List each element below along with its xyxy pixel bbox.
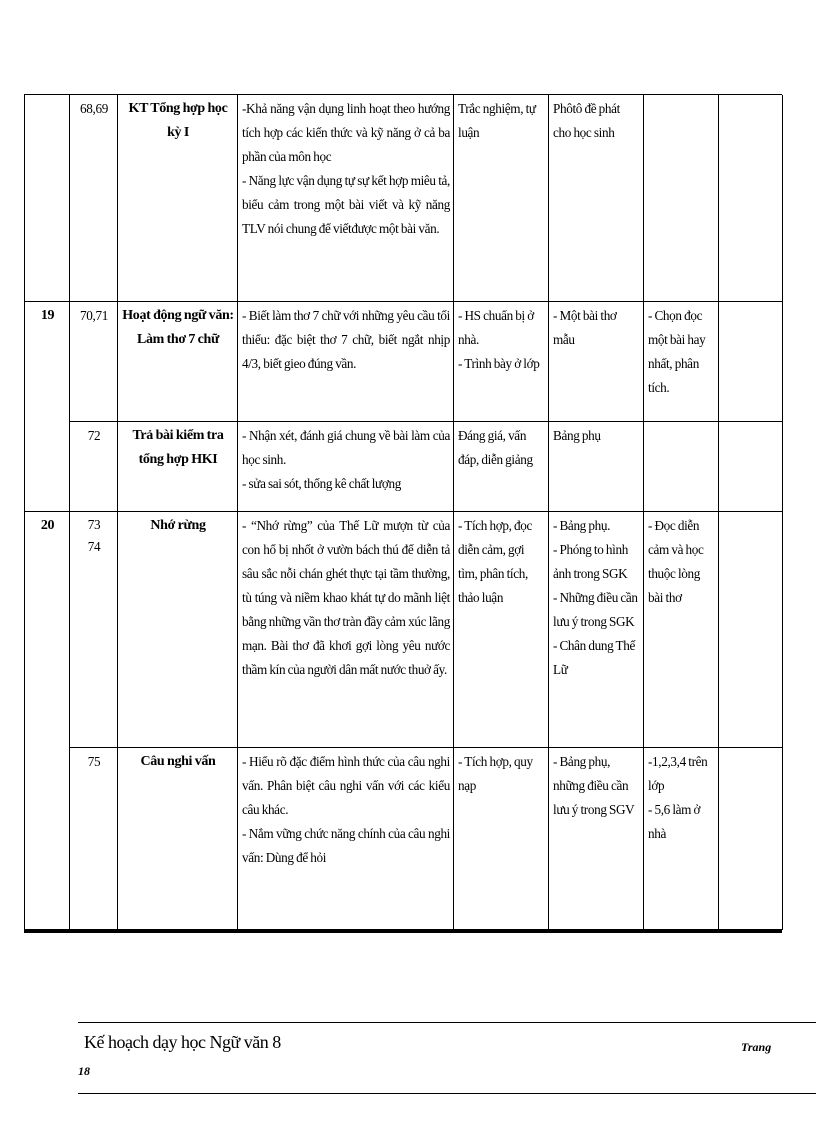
means-line: - Bảng phụ, những điều cần lưu ý trong SGV <box>553 753 635 817</box>
means-cell <box>549 511 644 747</box>
content-cell <box>238 747 454 929</box>
content-cell <box>238 511 454 747</box>
content-line: - Nắm vững chức năng chính của câu nghi vấn: Dùng để hỏi <box>242 825 450 865</box>
method-cell <box>454 747 549 929</box>
homework-cell <box>644 511 719 747</box>
means-line: - Chân dung Thế Lữ <box>553 637 636 677</box>
content-line: - Nhận xét, đánh giá chung về bài làm của học sinh. <box>242 427 450 467</box>
lesson-number: 74 <box>87 538 101 554</box>
means-line: - Bảng phụ. <box>553 517 611 533</box>
homework-cell <box>644 421 719 511</box>
content-line: -Khả năng vận dụng linh hoạt theo hướng tích hợp các kiến thức và kỹ năng ở cả ba phần của môn học <box>242 101 450 164</box>
table-row <box>25 511 783 747</box>
lesson-number-cell: 75 <box>70 747 118 929</box>
extra-cell <box>719 421 783 511</box>
homework-cell <box>644 301 719 421</box>
means-cell <box>549 421 644 511</box>
content-cell <box>238 95 454 301</box>
lesson-number-cell <box>70 511 118 747</box>
topic-cell: Nhớ rừng <box>118 511 238 747</box>
footer-page-label: Trang <box>741 1040 772 1054</box>
means-line: - Một bài thơ mẫu <box>553 307 617 347</box>
means-line: Phôtô đề phát cho học sinh <box>553 101 620 140</box>
homework-cell <box>644 95 719 301</box>
method-line: - Tích hợp, quy nạp <box>458 753 533 793</box>
method-line: - Trình bày ở lớp <box>458 355 540 371</box>
table-row <box>25 421 783 511</box>
footer-title: Kế hoạch dạy học Ngữ văn 8 <box>84 1032 281 1052</box>
table-row <box>25 301 783 421</box>
homework-cell <box>644 747 719 929</box>
content-cell <box>238 421 454 511</box>
method-line: - HS chuẩn bị ở nhà. <box>458 307 534 347</box>
extra-cell <box>719 301 783 421</box>
lesson-plan-table <box>24 94 782 933</box>
lesson-number-cell: 68,69 <box>70 95 118 301</box>
extra-cell <box>719 747 783 929</box>
method-cell <box>454 95 549 301</box>
homework-line: -1,2,3,4 trên lớp <box>648 753 708 793</box>
content-line: - sửa sai sót, thống kê chất lượng <box>242 475 401 491</box>
method-cell <box>454 511 549 747</box>
content-line: - Hiểu rõ đặc điểm hình thức của câu nghi vấn. Phân biệt câu nghi vấn với các kiểu câu khác. <box>242 753 450 817</box>
method-line: - Tích hợp, đọc diễn cảm, gợi tìm, phân tích, thảo luận <box>458 517 532 605</box>
topic-cell: KT Tổng hợp học kỳ I <box>118 95 238 301</box>
means-line: - Những điều cần lưu ý trong SGK <box>553 589 638 629</box>
week-cell: 19 <box>25 301 70 511</box>
topic-cell: Câu nghi vấn <box>118 747 238 929</box>
method-line: Đáng giá, vấn đáp, diễn giảng <box>458 427 533 467</box>
week-cell: 20 <box>25 511 70 929</box>
footer-divider-bottom <box>78 1093 816 1094</box>
table-row <box>25 95 783 301</box>
lesson-number-cell: 72 <box>70 421 118 511</box>
content-line: - “Nhớ rừng” của Thế Lữ mượn từ của con hổ bị nhốt ở vườn bách thú để diễn tả sâu sắc nỗi chán ghét thực tại tầm thường, tù túng và niềm khao khát tự do mãnh liệt bằng những vần thơ tràn đầy cảm xúc lãng mạn. Bài thơ đã khơi gợi lòng yêu nước thầm kín của người dân mất nước thuở ấy. <box>242 517 450 677</box>
homework-line: - 5,6 làm ở nhà <box>648 801 701 841</box>
means-line: Bảng phụ <box>553 427 601 443</box>
lesson-plan-grid <box>24 95 783 930</box>
content-line: - Năng lực vận dụng tự sự kết hợp miêu tả, biểu cảm trong một bài viết và kỹ năng TLV nói chung để viếtđược một bài văn. <box>242 173 450 236</box>
week-cell <box>25 95 70 301</box>
homework-line: - Đọc diễn cảm và học thuộc lòng bài thơ <box>648 517 704 605</box>
method-cell <box>454 421 549 511</box>
footer-page-number: 18 <box>78 1064 90 1078</box>
content-line: - Biết làm thơ 7 chữ với những yêu cầu tối thiểu: đặc biệt thơ 7 chữ, biết ngắt nhịp 4/3, biết gieo đúng vần. <box>242 307 450 371</box>
extra-cell <box>719 95 783 301</box>
table-row <box>25 747 783 929</box>
means-line: - Phóng to hình ảnh trong SGK <box>553 541 628 581</box>
footer-divider <box>78 1022 816 1023</box>
lesson-number-cell: 70,71 <box>70 301 118 421</box>
extra-cell <box>719 511 783 747</box>
topic-cell: Trả bài kiểm tra tổng hợp HKI <box>118 421 238 511</box>
topic-cell: Hoạt động ngữ văn: Làm thơ 7 chữ <box>118 301 238 421</box>
content-cell <box>238 301 454 421</box>
method-cell <box>454 301 549 421</box>
homework-line: - Chọn đọc một bài hay nhất, phân tích. <box>648 307 706 395</box>
lesson-number: 73 <box>87 516 101 532</box>
method-line: Trắc nghiệm, tự luận <box>458 101 536 140</box>
means-cell <box>549 747 644 929</box>
means-cell <box>549 95 644 301</box>
means-cell <box>549 301 644 421</box>
